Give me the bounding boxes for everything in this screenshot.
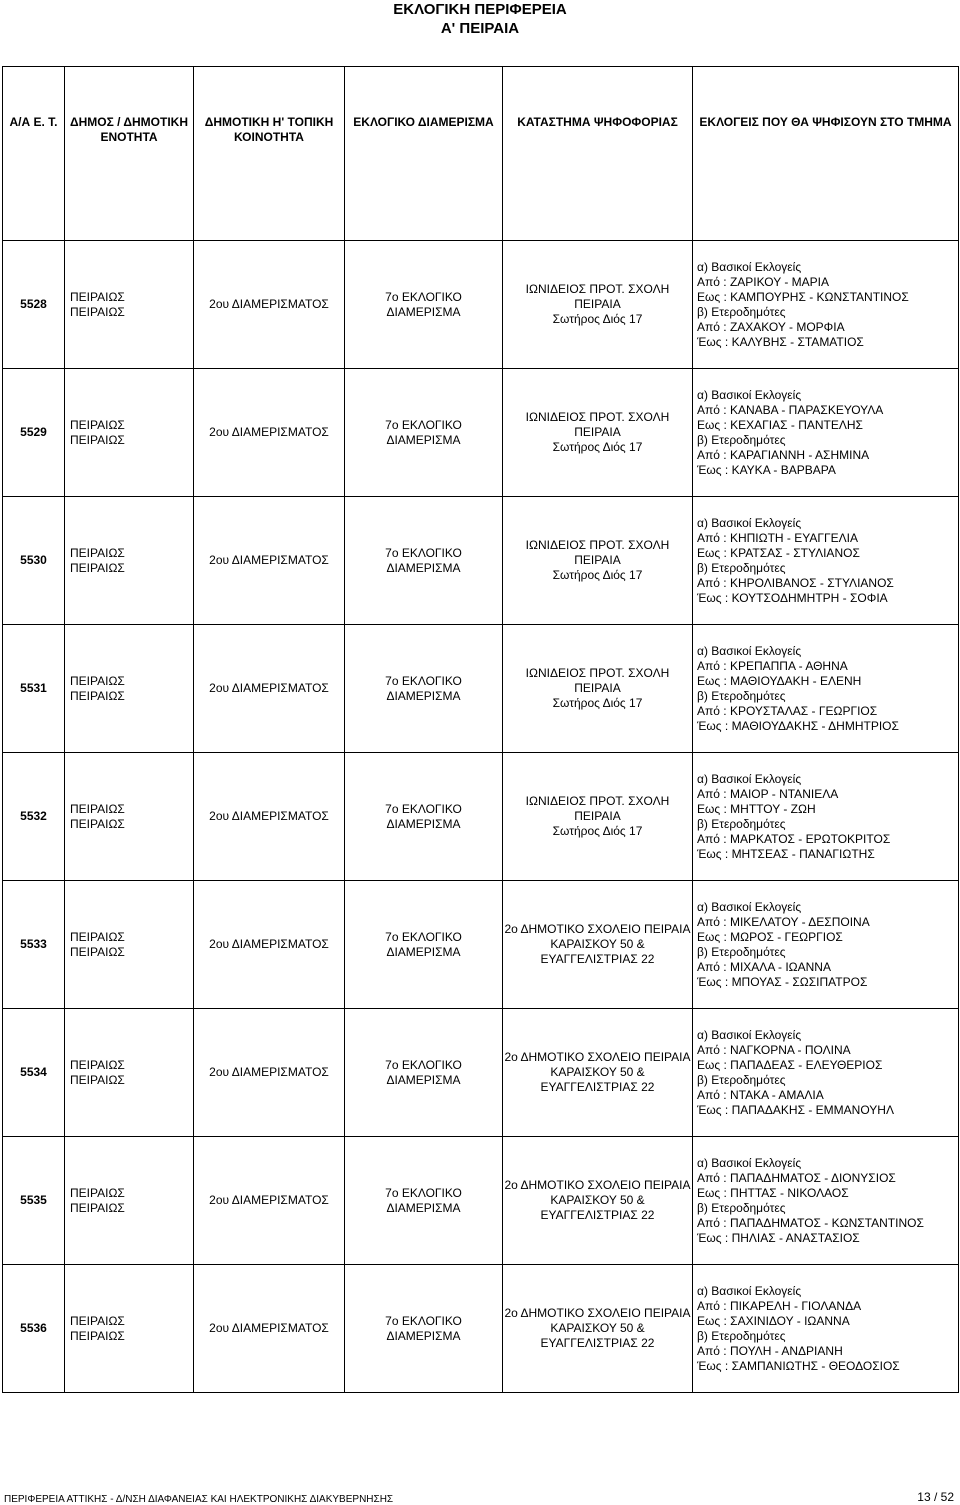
voters-range-line: Έως : ΜΠΟΥΑΣ - ΣΩΣΙΠΑΤΡΟΣ xyxy=(697,974,868,989)
polling-place-line: ΕΥΑΓΓΕΛΙΣΤΡΙΑΣ 22 xyxy=(540,1080,655,1094)
polling-place-line: ΕΥΑΓΓΕΛΙΣΤΡΙΑΣ 22 xyxy=(540,1208,655,1222)
polling-place-line: 2ο ΔΗΜΟΤΙΚΟ ΣΧΟΛΕΙΟ ΠΕΙΡΑΙΑ xyxy=(504,1306,691,1320)
table-row xyxy=(3,1137,959,1265)
municipality xyxy=(65,1265,194,1393)
voters-range xyxy=(693,241,959,369)
electoral-district xyxy=(345,753,503,881)
table-row xyxy=(3,881,959,1009)
polling-place-line: ΠΕΙΡΑΙΑ xyxy=(574,809,621,823)
voters-range-line: Από : ΝΤΑΚΑ - ΑΜΑΛΙΑ xyxy=(697,1087,824,1102)
municipality-line: ΠΕΙΡΑΙΩΣ xyxy=(70,929,125,944)
local-community xyxy=(194,753,345,881)
column-header-koinotita: ΔΗΜΟΤΙΚΗ Η' ΤΟΠΙΚΗ ΚΟΙΝΟΤΗΤΑ xyxy=(194,67,345,241)
municipality-line: ΠΕΙΡΑΙΩΣ xyxy=(70,1313,125,1328)
polling-place-line: ΚΑΡΑΙΣΚΟΥ 50 & xyxy=(550,937,645,951)
voters-range-line: Εως : ΠΗΤΤΑΣ - ΝΙΚΟΛΑΟΣ xyxy=(697,1185,849,1200)
table-row xyxy=(3,753,959,881)
polling-place-line: Σωτήρος Διός 17 xyxy=(552,440,643,454)
voters-range xyxy=(693,753,959,881)
electoral-district xyxy=(345,1009,503,1137)
polling-place xyxy=(503,881,693,1009)
voters-range-line: Από : ΜΙΧΑΛΑ - ΙΩΑΝΝΑ xyxy=(697,959,831,974)
voters-range-line: α) Βασικοί Εκλογείς xyxy=(697,771,802,786)
voters-range-line: α) Βασικοί Εκλογείς xyxy=(697,259,802,274)
local-community-line: 2ου ΔΙΑΜΕΡΙΣΜΑΤΟΣ xyxy=(209,937,329,951)
municipality-line: ΠΕΙΡΑΙΩΣ xyxy=(70,801,125,816)
electoral-district-line: 7ο ΕΚΛΟΓΙΚΟ xyxy=(385,545,462,560)
electoral-district-line: ΔΙΑΜΕΡΙΣΜΑ xyxy=(386,304,461,319)
electoral-district-line: ΔΙΑΜΕΡΙΣΜΑ xyxy=(386,1200,461,1215)
polling-place-line: Σωτήρος Διός 17 xyxy=(552,568,643,582)
station-number xyxy=(3,1009,65,1137)
polling-place-line: ΠΕΙΡΑΙΑ xyxy=(574,553,621,567)
municipality-line: ΠΕΙΡΑΙΩΣ xyxy=(70,432,125,447)
electoral-district xyxy=(345,1137,503,1265)
municipality-line: ΠΕΙΡΑΙΩΣ xyxy=(70,944,125,959)
polling-place-line: ΕΥΑΓΓΕΛΙΣΤΡΙΑΣ 22 xyxy=(540,952,655,966)
station-number xyxy=(3,753,65,881)
polling-place-line: ΙΩΝΙΔΕΙΟΣ ΠΡΟΤ. ΣΧΟΛΗ xyxy=(525,282,670,296)
polling-place-line: ΙΩΝΙΔΕΙΟΣ ΠΡΟΤ. ΣΧΟΛΗ xyxy=(525,538,670,552)
electoral-district-line: 7ο ΕΚΛΟΓΙΚΟ xyxy=(385,801,462,816)
voters-range-line: Από : ΠΟΥΛΗ - ΑΝΔΡΙΑΝΗ xyxy=(697,1343,843,1358)
municipality-line: ΠΕΙΡΑΙΩΣ xyxy=(70,1328,125,1343)
voters-range-line: β) Ετεροδημότες xyxy=(697,1072,786,1087)
station-number-line: 5529 xyxy=(20,425,47,439)
polling-place xyxy=(503,753,693,881)
municipality xyxy=(65,881,194,1009)
station-number xyxy=(3,1137,65,1265)
electoral-district-line: ΔΙΑΜΕΡΙΣΜΑ xyxy=(386,816,461,831)
voters-range-line: β) Ετεροδημότες xyxy=(697,1328,786,1343)
local-community xyxy=(194,625,345,753)
local-community-line: 2ου ΔΙΑΜΕΡΙΣΜΑΤΟΣ xyxy=(209,553,329,567)
voters-range-line: β) Ετεροδημότες xyxy=(697,1200,786,1215)
voters-range xyxy=(693,1265,959,1393)
voters-range-line: Έως : ΜΑΘΙΟΥΔΑΚΗΣ - ΔΗΜΗΤΡΙΟΣ xyxy=(697,718,899,733)
local-community-line: 2ου ΔΙΑΜΕΡΙΣΜΑΤΟΣ xyxy=(209,1065,329,1079)
polling-place xyxy=(503,1137,693,1265)
voters-range-line: Από : ΝΑΓΚΟΡΝΑ - ΠΟΛΙΝΑ xyxy=(697,1042,851,1057)
voters-range-line: Από : ΠΑΠΑΔΗΜΑΤΟΣ - ΔΙΟΝΥΣΙΟΣ xyxy=(697,1170,896,1185)
local-community xyxy=(194,1137,345,1265)
station-number xyxy=(3,497,65,625)
electoral-district-line: 7ο ΕΚΛΟΓΙΚΟ xyxy=(385,1185,462,1200)
title-region: ΕΚΛΟΓΙΚΗ ΠΕΡΙΦΕΡΕΙΑ xyxy=(393,1,567,18)
voters-range-line: Έως : ΜΗΤΣΕΑΣ - ΠΑΝΑΓΙΩΤΗΣ xyxy=(697,846,875,861)
polling-place-line: 2ο ΔΗΜΟΤΙΚΟ ΣΧΟΛΕΙΟ ΠΕΙΡΑΙΑ xyxy=(504,922,691,936)
table-row xyxy=(3,1265,959,1393)
municipality xyxy=(65,369,194,497)
electoral-district xyxy=(345,1265,503,1393)
electoral-district-line: ΔΙΑΜΕΡΙΣΜΑ xyxy=(386,944,461,959)
voters-range-line: Έως : ΠΑΠΑΔΑΚΗΣ - ΕΜΜΑΝΟΥΗΛ xyxy=(697,1102,894,1117)
local-community-line: 2ου ΔΙΑΜΕΡΙΣΜΑΤΟΣ xyxy=(209,425,329,439)
station-number-line: 5535 xyxy=(20,1193,47,1207)
station-number xyxy=(3,241,65,369)
table-row xyxy=(3,497,959,625)
voters-range xyxy=(693,497,959,625)
electoral-district xyxy=(345,369,503,497)
station-number xyxy=(3,881,65,1009)
station-number-line: 5534 xyxy=(20,1065,47,1079)
voters-range-line: Από : ΠΙΚΑΡΕΛΗ - ΓΙΟΛΑΝΔΑ xyxy=(697,1298,862,1313)
polling-place-line: Σωτήρος Διός 17 xyxy=(552,824,643,838)
municipality-line: ΠΕΙΡΑΙΩΣ xyxy=(70,1057,125,1072)
polling-place-line: ΙΩΝΙΔΕΙΟΣ ΠΡΟΤ. ΣΧΟΛΗ xyxy=(525,794,670,808)
voters-range-line: Από : ΖΑΧΑΚΟΥ - ΜΟΡΦΙΑ xyxy=(697,319,845,334)
column-header-aa: Α/Α Ε. Τ. xyxy=(3,67,65,241)
voters-range xyxy=(693,881,959,1009)
polling-place-line: ΠΕΙΡΑΙΑ xyxy=(574,425,621,439)
station-number-line: 5533 xyxy=(20,937,47,951)
polling-place-line: ΠΕΙΡΑΙΑ xyxy=(574,297,621,311)
voters-range-line: α) Βασικοί Εκλογείς xyxy=(697,899,802,914)
voters-range-line: Από : ΚΡΟΥΣΤΑΛΑΣ - ΓΕΩΡΓΙΟΣ xyxy=(697,703,878,718)
municipality-line: ΠΕΙΡΑΙΩΣ xyxy=(70,673,125,688)
electoral-district xyxy=(345,625,503,753)
municipality-line: ΠΕΙΡΑΙΩΣ xyxy=(70,545,125,560)
local-community xyxy=(194,1265,345,1393)
local-community-line: 2ου ΔΙΑΜΕΡΙΣΜΑΤΟΣ xyxy=(209,297,329,311)
voters-range-line: Από : ΚΗΠΙΩΤΗ - ΕΥΑΓΓΕΛΙΑ xyxy=(697,530,858,545)
polling-place xyxy=(503,497,693,625)
electoral-district-line: 7ο ΕΚΛΟΓΙΚΟ xyxy=(385,289,462,304)
voters-range-line: Από : ΖΑΡΙΚΟΥ - ΜΑΡΙΑ xyxy=(697,274,830,289)
local-community-line: 2ου ΔΙΑΜΕΡΙΣΜΑΤΟΣ xyxy=(209,1321,329,1335)
polling-place-line: 2ο ΔΗΜΟΤΙΚΟ ΣΧΟΛΕΙΟ ΠΕΙΡΑΙΑ xyxy=(504,1178,691,1192)
municipality-line: ΠΕΙΡΑΙΩΣ xyxy=(70,688,125,703)
polling-place-line: ΙΩΝΙΔΕΙΟΣ ΠΡΟΤ. ΣΧΟΛΗ xyxy=(525,410,670,424)
local-community xyxy=(194,241,345,369)
station-number-line: 5531 xyxy=(20,681,47,695)
voters-range xyxy=(693,1009,959,1137)
column-header-katastima: ΚΑΤΑΣΤΗΜΑ ΨΗΦΟΦΟΡΙΑΣ xyxy=(503,67,693,241)
voters-range-line: Εως : ΣΑΧΙΝΙΔΟΥ - ΙΩΑΝΝΑ xyxy=(697,1313,850,1328)
electoral-district-line: 7ο ΕΚΛΟΓΙΚΟ xyxy=(385,1057,462,1072)
polling-place xyxy=(503,1009,693,1137)
electoral-district-line: ΔΙΑΜΕΡΙΣΜΑ xyxy=(386,560,461,575)
voters-range-line: Από : ΜΑΙΟΡ - ΝΤΑΝΙΕΛΑ xyxy=(697,786,839,801)
voters-range-line: Από : ΠΑΠΑΔΗΜΑΤΟΣ - ΚΩΝΣΤΑΝΤΙΝΟΣ xyxy=(697,1215,924,1230)
electoral-district-line: ΔΙΑΜΕΡΙΣΜΑ xyxy=(386,1072,461,1087)
municipality xyxy=(65,497,194,625)
polling-stations-table xyxy=(2,66,959,1393)
polling-place-line: ΚΑΡΑΙΣΚΟΥ 50 & xyxy=(550,1065,645,1079)
table-row xyxy=(3,1009,959,1137)
voters-range-line: α) Βασικοί Εκλογείς xyxy=(697,1027,802,1042)
voters-range-line: Έως : ΚΟΥΤΣΟΔΗΜΗΤΡΗ - ΣΟΦΙΑ xyxy=(697,590,888,605)
municipality-line: ΠΕΙΡΑΙΩΣ xyxy=(70,1185,125,1200)
table-row xyxy=(3,241,959,369)
polling-place xyxy=(503,625,693,753)
municipality xyxy=(65,753,194,881)
local-community xyxy=(194,369,345,497)
polling-place-line: Σωτήρος Διός 17 xyxy=(552,312,643,326)
title-subregion: Α' ΠΕΙΡΑΙΑ xyxy=(440,20,520,37)
voters-range xyxy=(693,1137,959,1265)
station-number xyxy=(3,1265,65,1393)
polling-place-line: Σωτήρος Διός 17 xyxy=(552,696,643,710)
station-number xyxy=(3,625,65,753)
electoral-district-line: 7ο ΕΚΛΟΓΙΚΟ xyxy=(385,929,462,944)
electoral-district xyxy=(345,497,503,625)
voters-range-line: Εως : ΚΕΧΑΓΙΑΣ - ΠΑΝΤΕΛΗΣ xyxy=(697,417,863,432)
table-header-row xyxy=(3,67,959,241)
local-community xyxy=(194,1009,345,1137)
voters-range-line: α) Βασικοί Εκλογείς xyxy=(697,515,802,530)
municipality xyxy=(65,625,194,753)
voters-range-line: Από : ΚΡΕΠΑΠΠΑ - ΑΘΗΝΑ xyxy=(697,658,848,673)
voters-range-line: β) Ετεροδημότες xyxy=(697,432,786,447)
column-header-diamerisma: ΕΚΛΟΓΙΚΟ ΔΙΑΜΕΡΙΣΜΑ xyxy=(345,67,503,241)
polling-place xyxy=(503,241,693,369)
polling-place-line: ΙΩΝΙΔΕΙΟΣ ΠΡΟΤ. ΣΧΟΛΗ xyxy=(525,666,670,680)
voters-range-line: Εως : ΜΩΡΟΣ - ΓΕΩΡΓΙΟΣ xyxy=(697,929,843,944)
table-row xyxy=(3,369,959,497)
station-number-line: 5536 xyxy=(20,1321,47,1335)
voters-range-line: Από : ΚΗΡΟΛΙΒΑΝΟΣ - ΣΤΥΛΙΑΝΟΣ xyxy=(697,575,894,590)
local-community xyxy=(194,881,345,1009)
voters-range-line: Έως : ΣΑΜΠΑΝΙΩΤΗΣ - ΘΕΟΔΟΣΙΟΣ xyxy=(697,1358,900,1373)
municipality xyxy=(65,1137,194,1265)
station-number-line: 5530 xyxy=(20,553,47,567)
voters-range-line: α) Βασικοί Εκλογείς xyxy=(697,1283,802,1298)
voters-range-line: Εως : ΜΗΤΤΟΥ - ΖΩΗ xyxy=(697,801,816,816)
municipality-line: ΠΕΙΡΑΙΩΣ xyxy=(70,304,125,319)
municipality xyxy=(65,1009,194,1137)
table-row xyxy=(3,625,959,753)
voters-range-line: α) Βασικοί Εκλογείς xyxy=(697,643,802,658)
electoral-district-line: ΔΙΑΜΕΡΙΣΜΑ xyxy=(386,432,461,447)
column-header-voters: ΕΚΛΟΓΕΙΣ ΠΟΥ ΘΑ ΨΗΦΙΣΟΥΝ ΣΤΟ ΤΜΗΜΑ xyxy=(693,67,959,241)
polling-place-line: 2ο ΔΗΜΟΤΙΚΟ ΣΧΟΛΕΙΟ ΠΕΙΡΑΙΑ xyxy=(504,1050,691,1064)
voters-range-line: Από : ΜΙΚΕΛΑΤΟΥ - ΔΕΣΠΟΙΝΑ xyxy=(697,914,870,929)
electoral-district xyxy=(345,881,503,1009)
station-number-line: 5528 xyxy=(20,297,47,311)
voters-range-line: α) Βασικοί Εκλογείς xyxy=(697,387,802,402)
polling-place xyxy=(503,369,693,497)
voters-range-line: Εως : ΜΑΘΙΟΥΔΑΚΗ - ΕΛΕΝΗ xyxy=(697,673,862,688)
polling-place-line: ΚΑΡΑΙΣΚΟΥ 50 & xyxy=(550,1193,645,1207)
voters-range-line: Εως : ΚΡΑΤΣΑΣ - ΣΤΥΛΙΑΝΟΣ xyxy=(697,545,860,560)
voters-range-line: Εως : ΠΑΠΑΔΕΑΣ - ΕΛΕΥΘΕΡΙΟΣ xyxy=(697,1057,883,1072)
voters-range-line: Από : ΚΑΝΑΒΑ - ΠΑΡΑΣΚΕΥΟΥΛΑ xyxy=(697,402,884,417)
page-number: 13 / 52 xyxy=(917,1490,954,1504)
footer-organization: ΠΕΡΙΦΕΡΕΙΑ ΑΤΤΙΚΗΣ - Δ/ΝΣΗ ΔΙΑΦΑΝΕΙΑΣ ΚΑΙ ΗΛΕΚΤΡΟΝΙΚΗΣ ΔΙΑΚΥΒΕΡΝΗΣΗΣ xyxy=(4,1494,394,1505)
local-community-line: 2ου ΔΙΑΜΕΡΙΣΜΑΤΟΣ xyxy=(209,809,329,823)
polling-place-line: ΠΕΙΡΑΙΑ xyxy=(574,681,621,695)
municipality xyxy=(65,241,194,369)
municipality-line: ΠΕΙΡΑΙΩΣ xyxy=(70,289,125,304)
voters-range-line: Έως : ΚΑΥΚΑ - ΒΑΡΒΑΡΑ xyxy=(697,462,836,477)
electoral-district-line: 7ο ΕΚΛΟΓΙΚΟ xyxy=(385,417,462,432)
electoral-district-line: ΔΙΑΜΕΡΙΣΜΑ xyxy=(386,1328,461,1343)
table-body xyxy=(3,241,959,1393)
voters-range-line: Έως : ΠΗΛΙΑΣ - ΑΝΑΣΤΑΣΙΟΣ xyxy=(697,1230,860,1245)
column-header-dimos: ΔΗΜΟΣ / ΔΗΜΟΤΙΚΗ ΕΝΟΤΗΤΑ xyxy=(65,67,194,241)
electoral-district-line: 7ο ΕΚΛΟΓΙΚΟ xyxy=(385,1313,462,1328)
voters-range-line: α) Βασικοί Εκλογείς xyxy=(697,1155,802,1170)
municipality-line: ΠΕΙΡΑΙΩΣ xyxy=(70,560,125,575)
voters-range xyxy=(693,369,959,497)
municipality-line: ΠΕΙΡΑΙΩΣ xyxy=(70,1072,125,1087)
voters-range-line: β) Ετεροδημότες xyxy=(697,688,786,703)
document-title xyxy=(0,0,960,38)
polling-place-line: ΚΑΡΑΙΣΚΟΥ 50 & xyxy=(550,1321,645,1335)
voters-range-line: Από : ΜΑΡΚΑΤΟΣ - ΕΡΩΤΟΚΡΙΤΟΣ xyxy=(697,831,891,846)
electoral-district-line: 7ο ΕΚΛΟΓΙΚΟ xyxy=(385,673,462,688)
local-community xyxy=(194,497,345,625)
polling-place xyxy=(503,1265,693,1393)
municipality-line: ΠΕΙΡΑΙΩΣ xyxy=(70,417,125,432)
voters-range xyxy=(693,625,959,753)
municipality-line: ΠΕΙΡΑΙΩΣ xyxy=(70,816,125,831)
voters-range-line: β) Ετεροδημότες xyxy=(697,816,786,831)
voters-range-line: β) Ετεροδημότες xyxy=(697,304,786,319)
voters-range-line: β) Ετεροδημότες xyxy=(697,944,786,959)
local-community-line: 2ου ΔΙΑΜΕΡΙΣΜΑΤΟΣ xyxy=(209,1193,329,1207)
municipality-line: ΠΕΙΡΑΙΩΣ xyxy=(70,1200,125,1215)
voters-range-line: Έως : ΚΑΛΥΒΗΣ - ΣΤΑΜΑΤΙΟΣ xyxy=(697,334,864,349)
voters-range-line: Από : ΚΑΡΑΓΙΑΝΝΗ - ΑΣΗΜΙΝΑ xyxy=(697,447,870,462)
electoral-district xyxy=(345,241,503,369)
local-community-line: 2ου ΔΙΑΜΕΡΙΣΜΑΤΟΣ xyxy=(209,681,329,695)
station-number xyxy=(3,369,65,497)
voters-range-line: β) Ετεροδημότες xyxy=(697,560,786,575)
station-number-line: 5532 xyxy=(20,809,47,823)
polling-place-line: ΕΥΑΓΓΕΛΙΣΤΡΙΑΣ 22 xyxy=(540,1336,655,1350)
voters-range-line: Εως : ΚΑΜΠΟΥΡΗΣ - ΚΩΝΣΤΑΝΤΙΝΟΣ xyxy=(697,289,909,304)
electoral-district-line: ΔΙΑΜΕΡΙΣΜΑ xyxy=(386,688,461,703)
